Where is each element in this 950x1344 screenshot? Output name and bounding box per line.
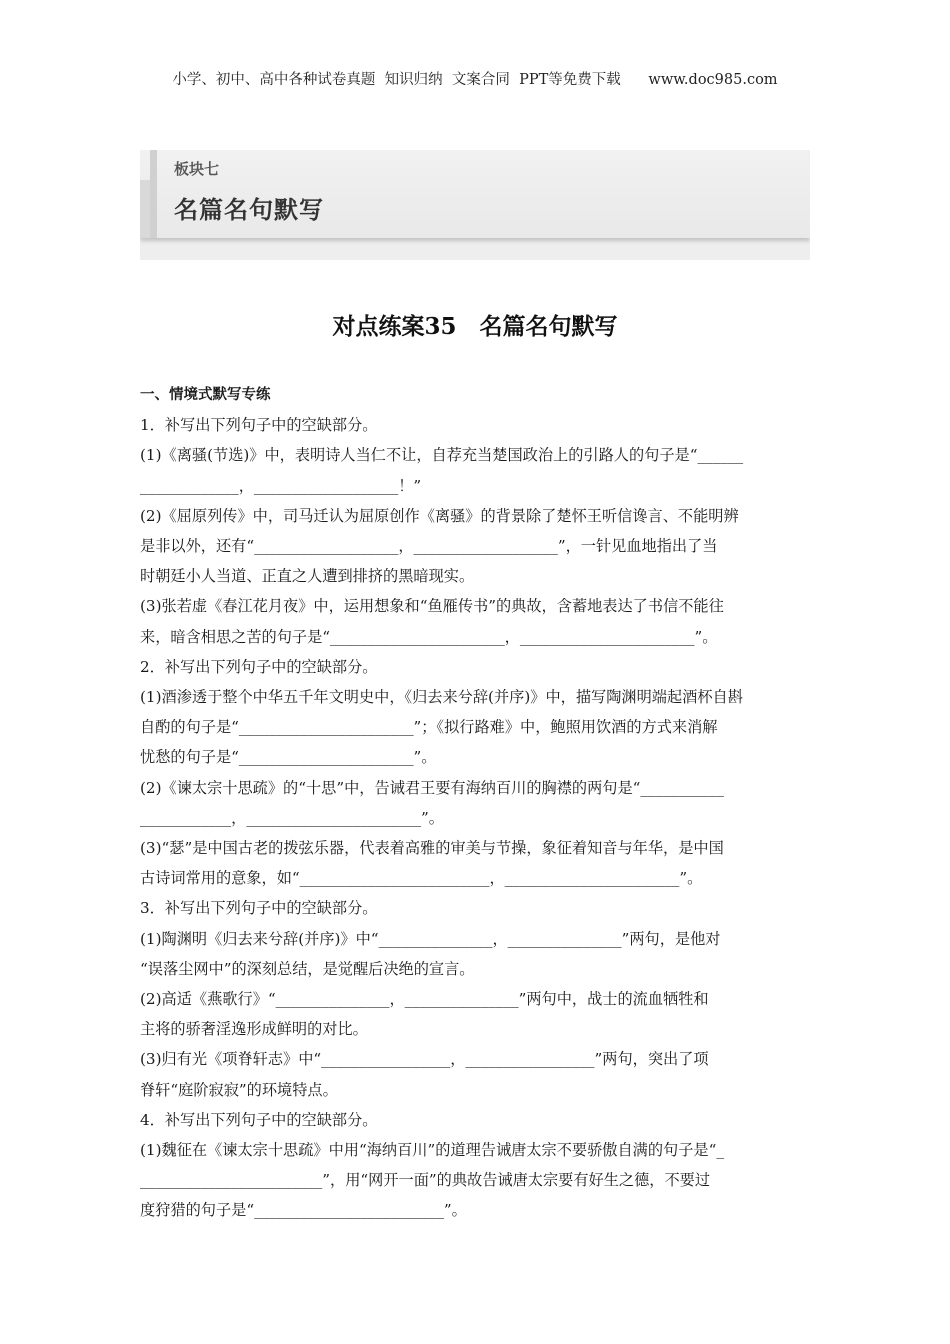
- text-line: (3)张若虚《春江花月夜》中，运用想象和“鱼雁传书”的典故，含蓄地表达了书信不能往: [140, 597, 724, 616]
- text-line: (1)《离骚(节选)》中，表明诗人当仁不让，自荐充当楚国政治上的引路人的句子是“______: [140, 446, 744, 465]
- text-line: “误落尘网中”的深刻总结，是觉醒后决绝的宣言。: [140, 959, 475, 978]
- text-line: 古诗词常用的意象，如“_________________________，_______________________”。: [140, 869, 703, 888]
- text-line: 自酌的句子是“_______________________”；《拟行路难》中，鲍照用饮酒的方式来消解: [140, 718, 718, 737]
- text-line: 脊轩“庭阶寂寂”的环境特点。: [140, 1080, 338, 1099]
- question-heading: 2．补写出下列句子中的空缺部分。: [140, 657, 378, 676]
- text-line: _____________，___________________！”: [140, 476, 422, 495]
- page-header: 小学、初中、高中各种试卷真题 知识归纳 文案合同 PPT等免费下载 www.doc985.com: [172, 72, 778, 88]
- text-line: (1)陶渊明《归去来兮辞(并序)》中“_______________，_______________”两句，是他对: [140, 929, 721, 948]
- text-line: 时朝廷小人当道、正直之人遭到排挤的黑暗现实。: [140, 567, 475, 586]
- question-heading: 1．补写出下列句子中的空缺部分。: [140, 416, 378, 435]
- text-line: (3)归有光《项脊轩志》中“_________________，_________________”两句，突出了项: [140, 1050, 709, 1069]
- text-line: 是非以外，还有“___________________，___________________”，一针见血地指出了当: [140, 537, 718, 556]
- text-line: 忧愁的句子是“_______________________”。: [140, 748, 437, 767]
- text-line: (2)《屈原列传》中，司马迁认为屈原创作《离骚》的背景除了楚怀王听信谗言、不能明辨: [140, 506, 739, 525]
- page-title: 对点练案35 名篇名句默写: [332, 313, 618, 340]
- text-line: 度狩猎的句子是“_________________________”。: [140, 1201, 467, 1220]
- text-line: ________________________”，用“网开一面”的典故告诫唐太宗要有好生之德，不要过: [140, 1171, 711, 1190]
- text-line: (2)《谏太宗十思疏》的“十思”中，告诫君王要有海纳百川的胸襟的两句是“___________: [140, 778, 724, 797]
- section-heading: 一、情境式默写专练: [140, 387, 271, 403]
- banner-title: 名篇名句默写: [174, 196, 324, 224]
- text-line: 来，暗含相思之苦的句子是“_______________________，_______________________”。: [140, 627, 718, 646]
- banner-panel: [140, 150, 810, 238]
- section-banner: [140, 150, 810, 260]
- banner-label: 板块七: [174, 160, 220, 178]
- text-line: (1)酒渗透于整个中华五千年文明史中，《归去来兮辞(并序)》中，描写陶渊明端起酒杯自斟: [140, 688, 743, 707]
- text-line: (2)高适《燕歌行》“_______________，_______________”两句中，战士的流血牺牲和: [140, 990, 709, 1009]
- question-heading: 3．补写出下列句子中的空缺部分。: [140, 899, 378, 918]
- text-line: 主将的骄奢淫逸形成鲜明的对比。: [140, 1020, 368, 1039]
- banner-accent-bar: [150, 150, 157, 238]
- text-line: (1)魏征在《谏太宗十思疏》中用“海纳百川”的道理告诫唐太宗不要骄傲自满的句子是“_: [140, 1141, 724, 1160]
- text-line: ____________，_______________________”。: [140, 808, 444, 827]
- exercise-content: [140, 380, 810, 1226]
- text-line: (3)“瑟”是中国古老的拨弦乐器，代表着高雅的审美与节操，象征着知音与年华，是中国: [140, 839, 724, 858]
- question-heading: 4．补写出下列句子中的空缺部分。: [140, 1110, 378, 1129]
